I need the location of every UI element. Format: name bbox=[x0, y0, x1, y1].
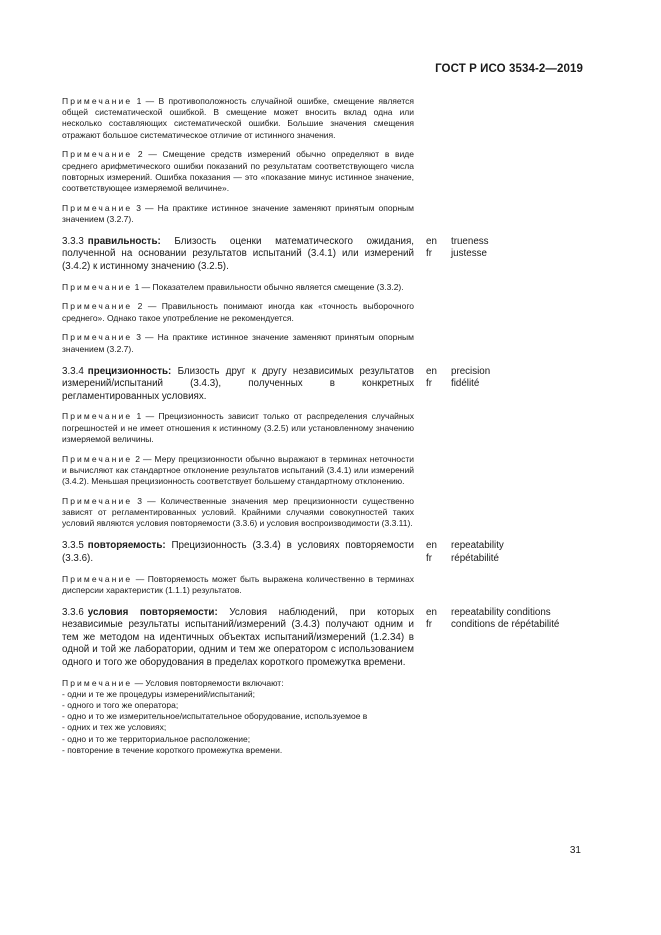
note: Примечание 2 — Правильность понимают иногда как «точность выборочного среднего». Однако такое употребление не рекомендуется. bbox=[62, 301, 414, 323]
list-item: - повторение в течение короткого промежутка времени. bbox=[62, 745, 414, 756]
intro-block bbox=[62, 96, 592, 230]
entry-3-3-3 bbox=[62, 230, 592, 360]
note: Примечание 1 — Прецизионность зависит только от распределения случайных погрешностей и не имеет отношения к истинному (3.2.5) или установленному значению измеряемой величины. bbox=[62, 411, 414, 444]
standard-header: ГОСТ Р ИСО 3534-2—2019 bbox=[435, 63, 583, 75]
translations bbox=[426, 236, 489, 261]
lang-fr: fr bbox=[426, 552, 432, 564]
entry-3-3-4 bbox=[62, 360, 592, 535]
definition: 3.3.3 правильность: Близость оценки математического ожидания, полученной на основании результатов испытаний (3.4.1) или измерений (3.4.2) к истинному значению (3.2.5). bbox=[62, 236, 414, 272]
list-item: - одних и тех же условиях; bbox=[62, 722, 414, 733]
note: Примечание 2 — Меру прецизионности обычно выражают в терминах неточности и вычисляют как стандартное отклонение результатов испытаний (3.4.1) или измерений (3.4.2). Меньшая прецизионность соответствует большему стандартному отклонению. bbox=[62, 453, 414, 486]
conditions-list bbox=[62, 689, 414, 756]
definition: 3.3.6 условия повторяемости: Условия наблюдений, при которых независимые результаты испытаний/измерений (3.4.3) получают одним и тем же методом на идентичных объектах испытаний/измерений (1.2.34) в одной и той же лаборатории, одним и тем же оператором с использованием одного и того же оборудования в пределах короткого промежутка времени. bbox=[62, 607, 414, 668]
entry-3-3-6 bbox=[62, 601, 592, 756]
lang-fr: fr bbox=[426, 378, 432, 390]
note: Примечание 1 — Показателем правильности обычно является смещение (3.3.2). bbox=[62, 281, 404, 292]
intro-notes bbox=[62, 96, 414, 230]
term-en: precision bbox=[451, 365, 491, 377]
term-en: repeatability conditions bbox=[451, 607, 551, 619]
term: правильность: bbox=[87, 236, 161, 248]
note: Примечание — Повторяемость может быть выражена количественно в терминах дисперсии характеристик (1.1.1) результатов. bbox=[62, 573, 414, 595]
term-en: trueness bbox=[451, 236, 489, 248]
term-fr: justesse bbox=[451, 248, 487, 260]
list-item: - одни и те же процедуры измерений/испытаний; bbox=[62, 689, 414, 700]
term-fr: répétabilité bbox=[451, 552, 499, 564]
translations bbox=[426, 607, 559, 632]
note: Примечание 1 — В противоположность случайной ошибке, смещение является общей систематической ошибкой. В смещение может вносить вклад одна или несколько составляющих систематической ошибки. Большие значения смещения отражают большое систематическое отличие от истинного значения. bbox=[62, 96, 414, 140]
lang-en: en bbox=[426, 540, 437, 552]
term: условия повторяемости: bbox=[87, 607, 218, 619]
note: Примечание 2 — Смещение средств измерений обычно определяют в виде среднего арифметического ошибки показаний по результатам соответствующего числа повторных измерений. Ошибка показания — это «показание минус истинное значение, соответствующее измеряемой величине». bbox=[62, 149, 414, 193]
note: Примечание 3 — На практике истинное значение заменяют принятым опорным значением (3.2.7). bbox=[62, 332, 414, 354]
term: прецизионность: bbox=[87, 365, 172, 377]
lang-en: en bbox=[426, 236, 437, 248]
note: Примечание 3 — Количественные значения мер прецизионности существенно зависят от регламентированных условий. Крайними случаями совокупностей таких условий являются условия повторяемости (3.3.6) и условия воспроизводимости (3.3.11). bbox=[62, 495, 414, 529]
lang-fr: fr bbox=[426, 248, 432, 260]
term-fr: fidélité bbox=[451, 378, 480, 390]
list-item: - одно и то же измерительное/испытательное оборудование, используемое в bbox=[62, 711, 414, 722]
lang-en: en bbox=[426, 365, 437, 377]
list-item: - одно и то же территориальное расположение; bbox=[62, 734, 414, 745]
term-fr: conditions de répétabilité bbox=[451, 619, 560, 631]
list-item: - одного и того же оператора; bbox=[62, 700, 414, 711]
page-number: 31 bbox=[569, 845, 581, 856]
definition: 3.3.4 прецизионность: Близость друг к другу независимых результатов измерений/испытаний (3.4.3), полученных в конкретных регламентированных условиях. bbox=[62, 365, 414, 402]
definition: 3.3.5 повторяемость: Прецизионность (3.3.4) в условиях повторяемости (3.3.6). bbox=[62, 540, 414, 564]
entry-3-3-5 bbox=[62, 534, 592, 601]
lang-en: en bbox=[426, 607, 437, 619]
translations bbox=[426, 366, 490, 391]
lang-fr: fr bbox=[426, 619, 432, 631]
note: Примечание — Условия повторяемости включают: bbox=[62, 677, 284, 688]
page-content bbox=[62, 96, 592, 756]
term: повторяемость: bbox=[87, 540, 166, 552]
translations bbox=[426, 540, 504, 565]
term-en: repeatability bbox=[451, 540, 504, 552]
note: Примечание 3 — На практике истинное значение заменяют принятым опорным значением (3.2.7). bbox=[62, 202, 414, 224]
